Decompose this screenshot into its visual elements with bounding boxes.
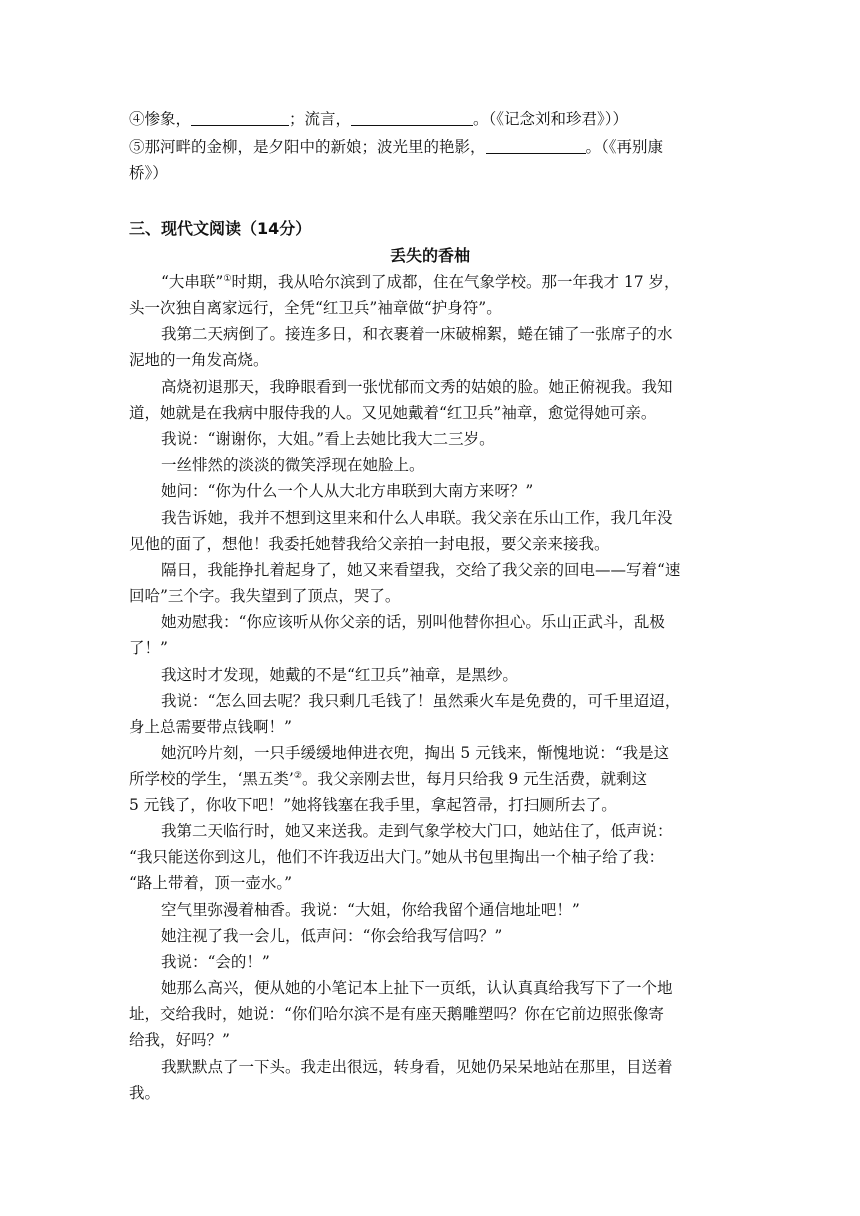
passage-line-30: 给我，好吗？” bbox=[129, 1031, 230, 1049]
passage-line-17: 我说：“怎么回去呢？我只剩几毛钱了！虽然乘火车是免费的，可千里迢迢， bbox=[161, 692, 681, 710]
passage-line-12: 隔日，我能挣扎着起身了，她又来看望我，交给了我父亲的回电——写着“速 bbox=[161, 561, 681, 579]
fill-item-5-cont: 桥》） bbox=[129, 164, 168, 182]
passage-line-7: 我说：“谢谢你，大姐。”看上去她比我大二三岁。 bbox=[161, 430, 495, 448]
passage-line-23: “我只能送你到这儿，他们不许我迈出大门。”她从书包里掏出一个柚子给了我： bbox=[129, 848, 665, 866]
fill-item-5-text-a: ⑤那河畔的金柳，是夕阳中的新娘；波光里的艳影， bbox=[129, 138, 486, 156]
passage-line-16: 我这时才发现，她戴的不是“红卫兵”袖章，是黑纱。 bbox=[161, 666, 518, 684]
passage-line-1 bbox=[161, 269, 731, 295]
passage-line-13: 回哈”三个字。我失望到了顶点，哭了。 bbox=[129, 587, 401, 605]
passage-line-25: 空气里弥漫着柚香。我说：“大姐，你给我留个通信地址吧！” bbox=[161, 901, 580, 919]
passage-text: 。我父亲刚去世，每月只给我 9 元生活费，就剩这 bbox=[301, 770, 648, 788]
passage-line-10: 我告诉她，我并不想到这里来和什么人串联。我父亲在乐山工作，我几年没 bbox=[161, 509, 673, 527]
passage-line-31: 我默默点了一下头。我走出很远，转身看，见她仍呆呆地站在那里，目送着 bbox=[161, 1058, 673, 1076]
passage-line-19: 她沉吟片刻，一只手缓缓地伸进衣兜，掏出 5 元钱来，惭愧地说：“我是这 bbox=[161, 744, 670, 762]
passage-line-3: 我第二天病倒了。接连多日，和衣裹着一床破棉絮，蜷在铺了一张席子的水 bbox=[161, 325, 673, 343]
passage-text: 时期，我从哈尔滨到了成都，住在气象学校。那一年我才 17 岁， bbox=[231, 273, 680, 291]
fill-item-5-text-b: 。（《再别康 bbox=[585, 138, 664, 156]
fill-item-4 bbox=[129, 106, 731, 132]
passage-line-27: 我说：“会的！” bbox=[161, 953, 270, 971]
passage-line-11: 见他的面了，想他！我委托她替我给父亲拍一封电报，要父亲来接我。 bbox=[129, 535, 610, 553]
answer-blank-3[interactable] bbox=[486, 137, 586, 154]
passage-line-15: 了！” bbox=[129, 639, 168, 657]
passage-line-6: 道，她就是在我病中服侍我的人。又见她戴着“红卫兵”袖章，愈觉得她可亲。 bbox=[129, 404, 657, 422]
passage-line-20 bbox=[129, 766, 731, 792]
fill-item-4-text-a: ④惨象， bbox=[129, 110, 192, 128]
answer-blank-2[interactable] bbox=[351, 109, 473, 126]
passage-line-26: 她注视了我一会儿，低声问：“你会给我写信吗？” bbox=[161, 927, 503, 945]
answer-blank-1[interactable] bbox=[191, 109, 289, 126]
fill-item-5 bbox=[129, 134, 731, 160]
passage-line-29: 址，交给我时，她说：“你们哈尔滨不是有座天鹅雕塑吗？你在它前边照张像寄 bbox=[129, 1005, 664, 1023]
passage-line-18: 身上总需要带点钱啊！” bbox=[129, 718, 292, 736]
passage-line-32: 我。 bbox=[129, 1084, 161, 1102]
passage-title: 丢失的香柚 bbox=[389, 246, 470, 265]
passage-text: “大串联” bbox=[161, 273, 224, 291]
footnote-mark-2: ② bbox=[293, 771, 302, 781]
passage-line-14: 她劝慰我：“你应该听从你父亲的话，别叫他替你担心。乐山正武斗，乱极 bbox=[161, 613, 665, 631]
passage-line-9: 她问：“你为什么一个人从大北方串联到大南方来呀？” bbox=[161, 482, 534, 500]
passage-line-21: 5 元钱了，你收下吧！”她将钱塞在我手里，拿起笤帚，打扫厕所去了。 bbox=[129, 796, 617, 814]
passage-line-8: 一丝悱然的淡淡的微笑浮现在她脸上。 bbox=[161, 456, 425, 474]
passage-line-22: 我第二天临行时，她又来送我。走到气象学校大门口，她站住了，低声说： bbox=[161, 822, 673, 840]
passage-line-24: “路上带着，顶一壶水。” bbox=[129, 874, 293, 892]
section-heading: 三、现代文阅读（14分） bbox=[129, 219, 312, 238]
passage-line-5: 高烧初退那天，我睁眼看到一张忧郁而文秀的姑娘的脸。她正俯视我。我知 bbox=[161, 378, 673, 396]
passage-line-4: 泥地的一角发高烧。 bbox=[129, 351, 269, 369]
passage-line-2: 头一次独自离家远行，全凭“红卫兵”袖章做“护身符”。 bbox=[129, 299, 502, 317]
fill-item-4-text-c: 。（《记念刘和珍君》）） bbox=[473, 110, 629, 128]
fill-item-4-text-b: ；流言， bbox=[289, 110, 352, 128]
passage-line-28: 她那么高兴，便从她的小笔记本上扯下一页纸，认认真真给我写下了一个地 bbox=[161, 979, 673, 997]
footnote-mark-1: ① bbox=[223, 274, 232, 284]
passage-text: 所学校的学生，‘黑五类’ bbox=[129, 770, 294, 788]
